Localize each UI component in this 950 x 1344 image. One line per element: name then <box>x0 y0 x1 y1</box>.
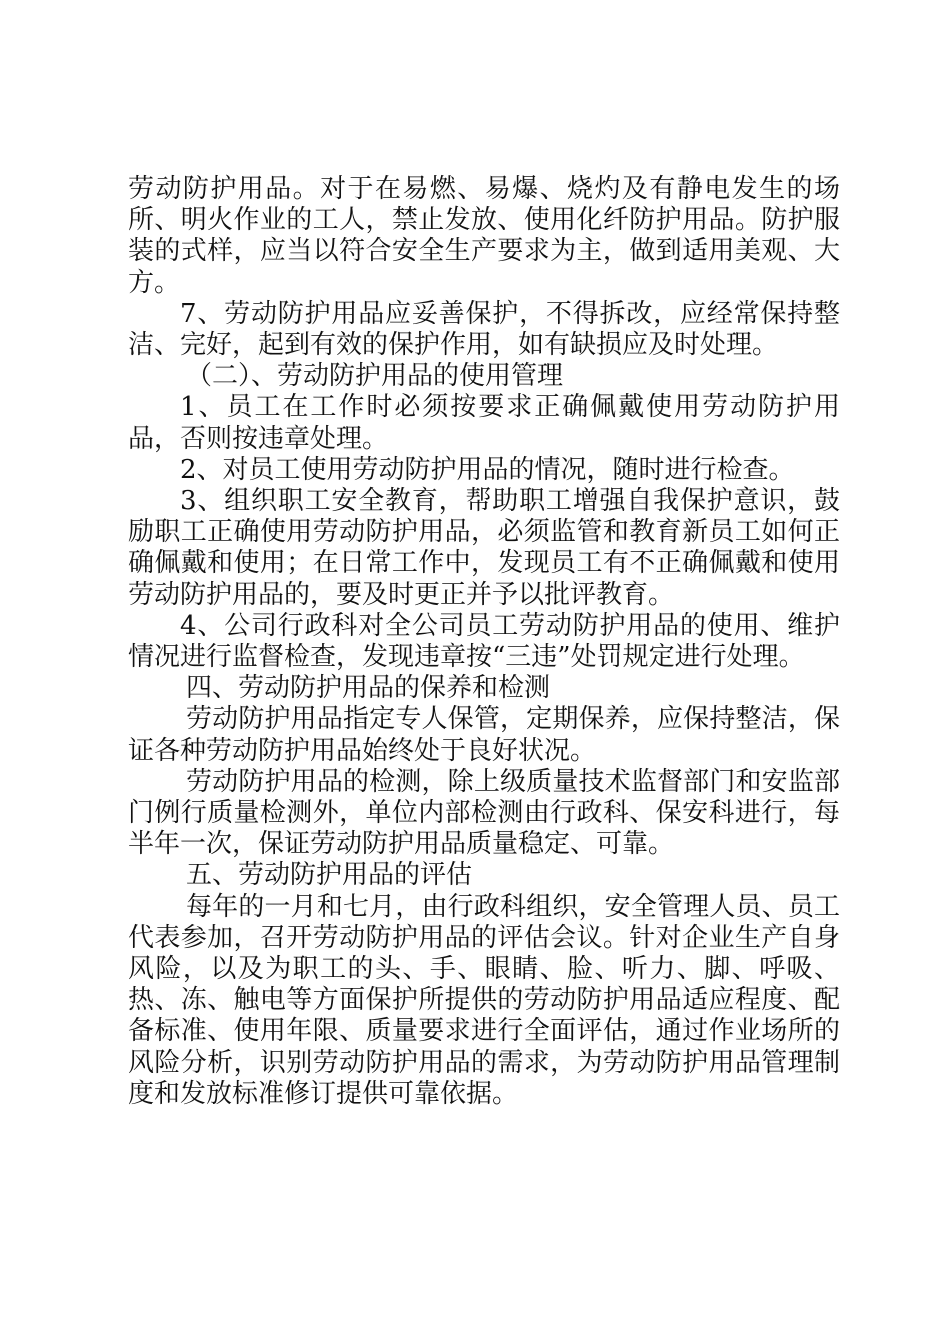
paragraph-maintenance-1: 劳动防护用品指定专人保管，定期保养，应保持整洁，保证各种劳动防护用品始终处于良好状况。 <box>128 704 840 766</box>
section-heading-usage-management: （二）、劳动防护用品的使用管理 <box>186 361 564 392</box>
paragraph-item-7: 7、劳动防护用品应妥善保护，不得拆改，应经常保持整洁、完好，起到有效的保护作用，如有缺损应及时处理。 <box>128 298 840 361</box>
paragraph-usage-item-4: 4、公司行政科对全公司员工劳动防护用品的使用、维护情况进行监督检查，发现违章按“三违”处罚规定进行处理。 <box>128 610 840 673</box>
paragraph-usage-item-1: 1、员工在工作时必须按要求正确佩戴使用劳动防护用品，否则按违章处理。 <box>128 392 840 454</box>
paragraph-maintenance-2: 劳动防护用品的检测，除上级质量技术监督部门和安监部门例行质量检测外，单位内部检测由行政科、保安科进行，每半年一次，保证劳动防护用品质量稳定、可靠。 <box>128 766 840 860</box>
paragraph-continuation: 劳动防护用品。对于在易燃、易爆、烧灼及有静电发生的场所、明火作业的工人，禁止发放、使用化纤防护用品。防护服装的式样，应当以符合安全生产要求为主，做到适用美观、大方。 <box>128 174 840 298</box>
document-body <box>128 174 840 1110</box>
paragraph-evaluation: 每年的一月和七月，由行政科组织，安全管理人员、员工代表参加，召开劳动防护用品的评估会议。针对企业生产自身风险，以及为职工的头、手、眼睛、脸、听力、脚、呼吸、热、冻、触电等方面保护所提供的劳动防护用品适应程度、配备标准、使用年限、质量要求进行全面评估，通过作业场所的风险分析，识别劳动防护用品的需求，为劳动防护用品管理制度和发放标准修订提供可靠依据。 <box>128 891 840 1109</box>
section-heading-evaluation: 五、劳动防护用品的评估 <box>186 860 473 891</box>
paragraph-usage-item-3: 3、组织职工安全教育，帮助职工增强自我保护意识，鼓励职工正确使用劳动防护用品，必须监管和教育新员工如何正确佩戴和使用；在日常工作中，发现员工有不正确佩戴和使用劳动防护用品的，要及时更正并予以批评教育。 <box>128 486 840 610</box>
paragraph-usage-item-2: 2、对员工使用劳动防护用品的情况，随时进行检查。 <box>180 454 795 485</box>
section-heading-maintenance: 四、劳动防护用品的保养和检测 <box>186 673 551 704</box>
